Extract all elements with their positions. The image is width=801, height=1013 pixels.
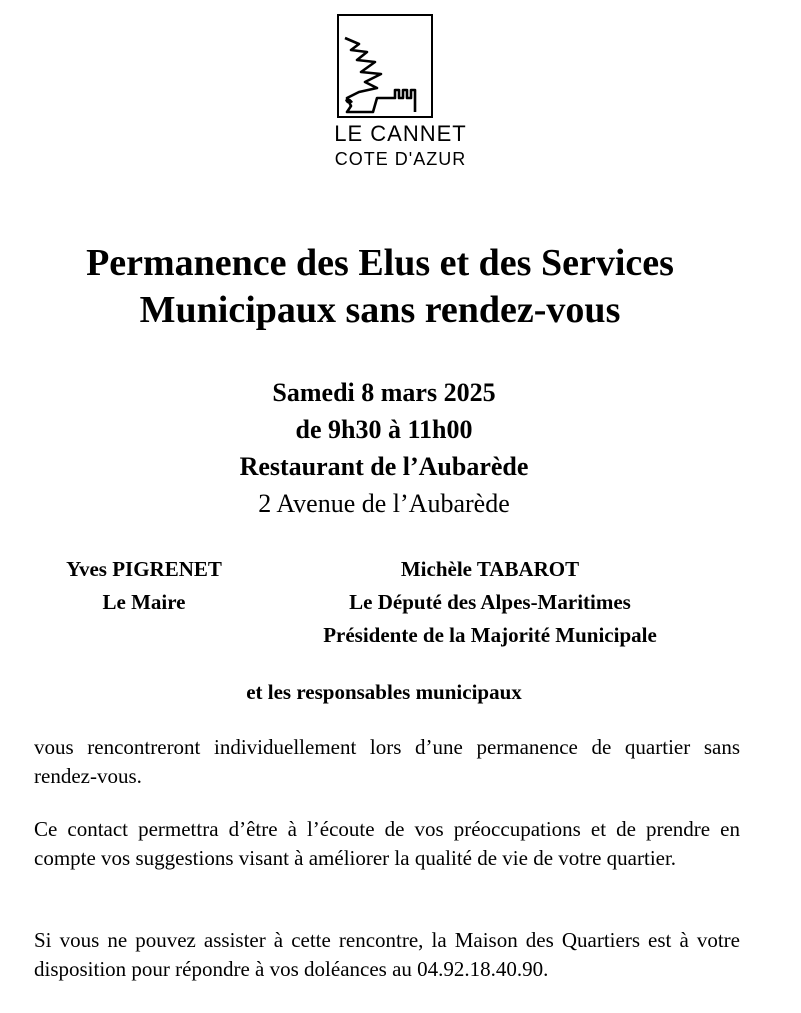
mayor-role: Le Maire <box>102 590 186 614</box>
official-right <box>262 553 718 652</box>
deputy-role: Le Député des Alpes-Maritimes <box>349 590 631 614</box>
mayor-name: Yves PIGRENET <box>66 557 222 581</box>
responsables-line: et les responsables municipaux <box>246 680 522 704</box>
event-address: 2 Avenue de l’Aubarède <box>258 489 510 518</box>
title-line-2: Municipaux sans rendez-vous <box>139 289 621 331</box>
paragraph-2: Ce contact permettra d’être à l’écoute de vos préoccupations et de prendre en compte vos suggestions visant à améliorer la qualité de vie de votre quartier. <box>34 817 740 870</box>
paragraph-3: Si vous ne pouvez assister à cette rencontre, la Maison des Quartiers est à votre disposition pour répondre à vos doléances au 04.92.18.40.90. <box>34 928 740 981</box>
brand-subtitle: COTE D'AZUR <box>334 149 467 169</box>
deputy-name: Michèle TABAROT <box>400 557 580 581</box>
event-date: Samedi 8 mars 2025 <box>272 378 496 407</box>
event-venue: Restaurant de l’Aubarède <box>239 452 529 481</box>
title-line-1: Permanence des Elus et des Services <box>86 242 674 284</box>
brand-name: LE CANNET <box>334 121 467 146</box>
official-left <box>30 553 258 619</box>
paragraph-1: vous rencontreront individuellement lors d’une permanence de quartier sans rendez-vous. <box>34 735 740 788</box>
city-logo-icon <box>337 14 433 118</box>
deputy-role-2: Présidente de la Majorité Municipale <box>323 623 657 647</box>
page-title <box>20 240 740 334</box>
event-time: de 9h30 à 11h00 <box>295 415 473 444</box>
